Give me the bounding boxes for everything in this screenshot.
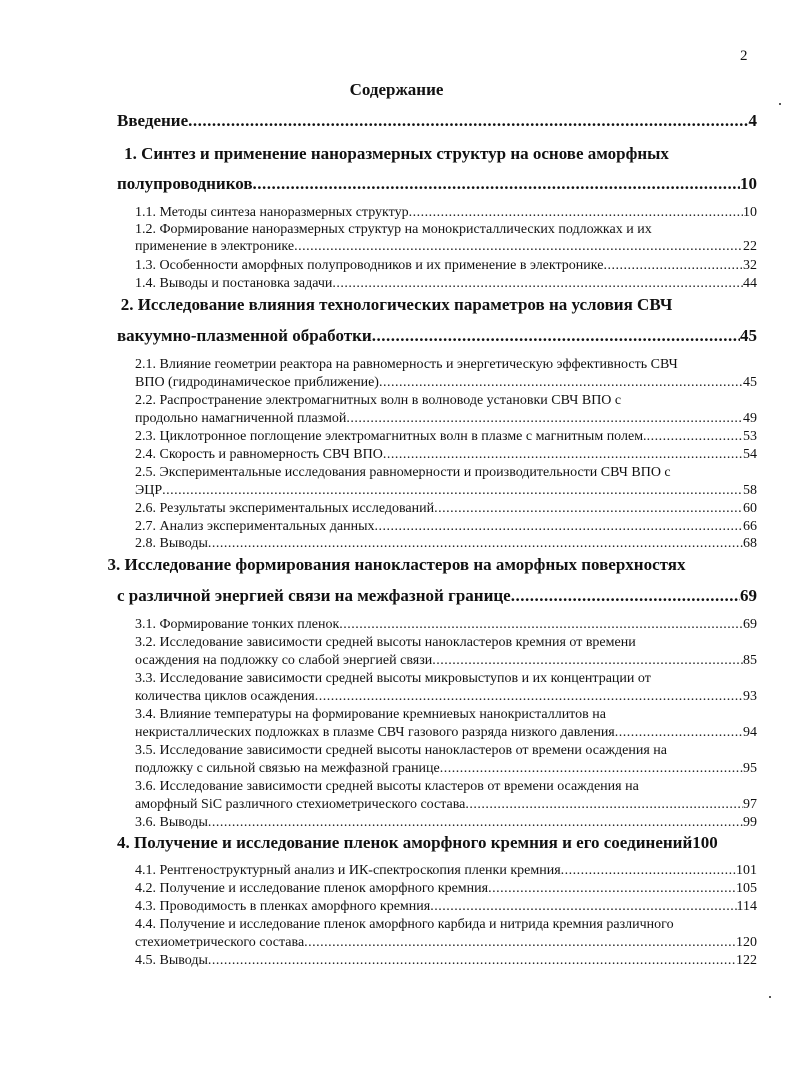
toc-entry-4-2[interactable] (135, 881, 757, 897)
toc-entry-2-8[interactable] (135, 536, 757, 552)
entry-page: 45 (740, 326, 757, 345)
toc-entry-3-2[interactable] (135, 653, 757, 669)
toc-entry-3-5-line1[interactable]: 3.5. Исследование зависимости средней высоты нанокластеров от времени осаждения на (135, 743, 667, 758)
entry-title: 4.2. Получение и исследование пленок аморфного кремния (135, 881, 489, 896)
entry-page: 69 (743, 617, 757, 632)
toc-entry-chapter-2[interactable] (117, 326, 757, 346)
toc-entry-2-4[interactable] (135, 447, 757, 463)
entry-title: подложку с сильной связью на межфазной границе (135, 761, 440, 776)
dot-leader (372, 326, 740, 346)
dot-leader (162, 483, 743, 499)
toc-entry-3-6-line1[interactable]: 3.6. Исследование зависимости средней высоты кластеров от времени осаждения на (135, 779, 639, 794)
toc-entry-chapter-3[interactable] (117, 586, 757, 606)
dot-leader (432, 653, 743, 669)
entry-title: 2.3. Циклотронное поглощение электромагнитных волн в плазме с магнитным полем. (135, 429, 647, 444)
toc-title: Содержание (349, 80, 444, 99)
page-number: 2 (740, 48, 748, 64)
toc-entry-2-5[interactable] (135, 483, 757, 499)
dot-leader (208, 815, 743, 831)
toc-entry-3-7[interactable] (135, 815, 757, 831)
dot-leader (339, 617, 743, 633)
dot-leader (561, 863, 736, 879)
entry-title: 3.1. Формирование тонких пленок (135, 617, 340, 632)
toc-entry-2-5-line1[interactable]: 2.5. Экспериментальные исследования равномерности и производительности СВЧ ВПО с (135, 465, 671, 480)
toc-entry-4-1[interactable] (135, 863, 757, 879)
entry-title: количества циклов осаждения (135, 689, 315, 704)
entry-title: 4.1. Рентгеноструктурный анализ и ИК-спектроскопия пленки кремния (135, 863, 561, 878)
entry-page: 101 (736, 863, 757, 878)
entry-page: 93 (743, 689, 757, 704)
toc-entry-3-1[interactable] (135, 617, 757, 633)
entry-title: 1.1. Методы синтеза наноразмерных структур (135, 205, 409, 220)
toc-entry-2-1-line1[interactable]: 2.1. Влияние геометрии реактора на равномерность и энергетическую эффективность СВЧ (135, 357, 678, 372)
entry-page: 4 (748, 111, 757, 130)
entry-title: 4. Получение и исследование пленок аморфного кремния и его соединений (117, 833, 693, 852)
entry-title: ЭЦР (135, 483, 163, 498)
entry-page: 85 (743, 653, 757, 668)
dot-leader (434, 501, 743, 517)
toc-entry-4-4-line1[interactable]: 4.4. Получение и исследование пленок аморфного карбида и нитрида кремния различного (135, 917, 674, 932)
entry-title: 4.3. Проводимость в пленках аморфного кремния (135, 899, 431, 914)
dot-leader (603, 258, 743, 274)
scan-speck (769, 996, 771, 998)
dot-leader (188, 111, 748, 131)
toc-entry-1-1[interactable] (135, 205, 757, 221)
dot-leader (465, 797, 743, 813)
dot-leader (346, 411, 743, 427)
entry-page: 68 (743, 536, 757, 551)
dot-leader (383, 447, 743, 463)
toc-entry-3-3[interactable] (135, 689, 757, 705)
entry-title: Введение (117, 111, 189, 130)
entry-title: вакуумно-плазменной обработки (117, 326, 372, 345)
toc-entry-4-3[interactable] (135, 899, 757, 915)
entry-title: стехиометрического состава (135, 935, 305, 950)
toc-entry-3-6[interactable] (135, 797, 757, 813)
entry-title: 2.8. Выводы (135, 536, 208, 551)
dot-leader (332, 276, 743, 292)
dot-leader (488, 881, 736, 897)
toc-entry-4-4[interactable] (135, 935, 757, 951)
entry-page: 45 (743, 375, 757, 390)
dot-leader (409, 205, 743, 221)
entry-page: 105 (736, 881, 757, 896)
toc-entry-2-1[interactable] (135, 375, 757, 391)
toc-entry-1-2[interactable] (135, 239, 757, 255)
scan-speck (779, 103, 781, 105)
entry-page: 94 (743, 725, 757, 740)
toc-entry-2-3[interactable] (135, 429, 757, 445)
entry-page: 122 (736, 953, 757, 968)
entry-page: 10 (740, 174, 757, 193)
entry-page: 54 (743, 447, 757, 462)
entry-page: 97 (743, 797, 757, 812)
entry-page: 44 (743, 276, 757, 291)
entry-page: 49 (743, 411, 757, 426)
entry-title: ВПО (гидродинамическое приближение) (135, 375, 379, 390)
entry-title: полупроводников (117, 174, 253, 193)
entry-page: 60 (743, 501, 757, 516)
toc-entry-2-2-line1[interactable]: 2.2. Распространение электромагнитных волн в волноводе установки СВЧ ВПО с (135, 393, 622, 408)
toc-entry-3-2-line1[interactable]: 3.2. Исследование зависимости средней высоты нанокластеров кремния от времени (135, 635, 636, 650)
chapter-1-heading-line1[interactable]: 1. Синтез и применение наноразмерных структур на основе аморфных (124, 144, 669, 163)
dot-leader (615, 725, 743, 741)
dot-leader (379, 375, 743, 391)
dot-leader (375, 519, 743, 535)
dot-leader (440, 761, 743, 777)
entry-page: 32 (743, 258, 757, 273)
toc-entry-2-2[interactable] (135, 411, 757, 427)
entry-title: 1.4. Выводы и постановка задачи (135, 276, 333, 291)
entry-page: 100 (692, 833, 718, 852)
dot-leader (304, 935, 736, 951)
toc-entry-2-6[interactable] (135, 501, 757, 517)
entry-page: 69 (740, 586, 757, 605)
entry-title: 2.6. Результаты экспериментальных исследований (135, 501, 435, 516)
toc-entry-1-2-line1[interactable]: 1.2. Формирование наноразмерных структур на монокристаллических подложках и их (135, 222, 652, 237)
entry-title: 3.6. Выводы (135, 815, 208, 830)
toc-entry-3-5[interactable] (135, 761, 757, 777)
entry-title: 4.5. Выводы (135, 953, 208, 968)
toc-entry-chapter-4[interactable] (117, 833, 718, 853)
toc-entry-3-3-line1[interactable]: 3.3. Исследование зависимости средней высоты микровыступов и их концентрации от (135, 671, 651, 686)
dot-leader (253, 174, 740, 194)
toc-entry-2-7[interactable] (135, 519, 757, 535)
entry-title: осаждения на подложку со слабой энергией связи (135, 653, 433, 668)
toc-entry-4-5[interactable] (135, 953, 757, 969)
entry-page: 58 (743, 483, 757, 498)
toc-entry-1-3[interactable] (135, 258, 757, 274)
dot-leader (208, 536, 743, 552)
chapter-3-heading-line1[interactable]: 3. Исследование формирования нанокластеров на аморфных поверхностях (107, 555, 686, 574)
entry-title: 2.4. Скорость и равномерность СВЧ ВПО (135, 447, 383, 462)
entry-page: 66 (743, 519, 757, 534)
entry-page: 53 (743, 429, 757, 444)
entry-page: 120 (736, 935, 757, 950)
dot-leader (208, 953, 736, 969)
toc-entry-chapter-1[interactable] (117, 174, 757, 194)
chapter-2-heading-line1[interactable]: 2. Исследование влияния технологических параметров на условия СВЧ (120, 295, 673, 314)
entry-title: 2.7. Анализ экспериментальных данных (135, 519, 375, 534)
toc-entry-3-4[interactable] (135, 725, 757, 741)
dot-leader (430, 899, 736, 915)
entry-page: 95 (743, 761, 757, 776)
dot-leader (294, 239, 743, 255)
entry-title: продольно намагниченной плазмой (135, 411, 347, 426)
entry-title: с различной энергией связи на межфазной границе (117, 586, 511, 605)
entry-page: 10 (743, 205, 757, 220)
toc-entry-intro[interactable] (117, 111, 757, 131)
dot-leader (647, 429, 743, 445)
entry-title: некристаллических подложках в плазме СВЧ газового разряда низкого давления (135, 725, 615, 740)
entry-title: 1.3. Особенности аморфных полупроводников и их применение в электронике (135, 258, 604, 273)
dot-leader (511, 586, 740, 606)
toc-entry-3-4-line1[interactable]: 3.4. Влияние температуры на формирование кремниевых нанокристаллитов на (135, 707, 606, 722)
entry-page: 22 (743, 239, 757, 254)
dot-leader (315, 689, 743, 705)
entry-page: 114 (736, 899, 757, 914)
entry-page: 99 (743, 815, 757, 830)
entry-title: аморфный SiC различного стехиометрического состава (135, 797, 466, 812)
toc-entry-1-4[interactable] (135, 276, 757, 292)
entry-title: применение в электронике (135, 239, 295, 254)
